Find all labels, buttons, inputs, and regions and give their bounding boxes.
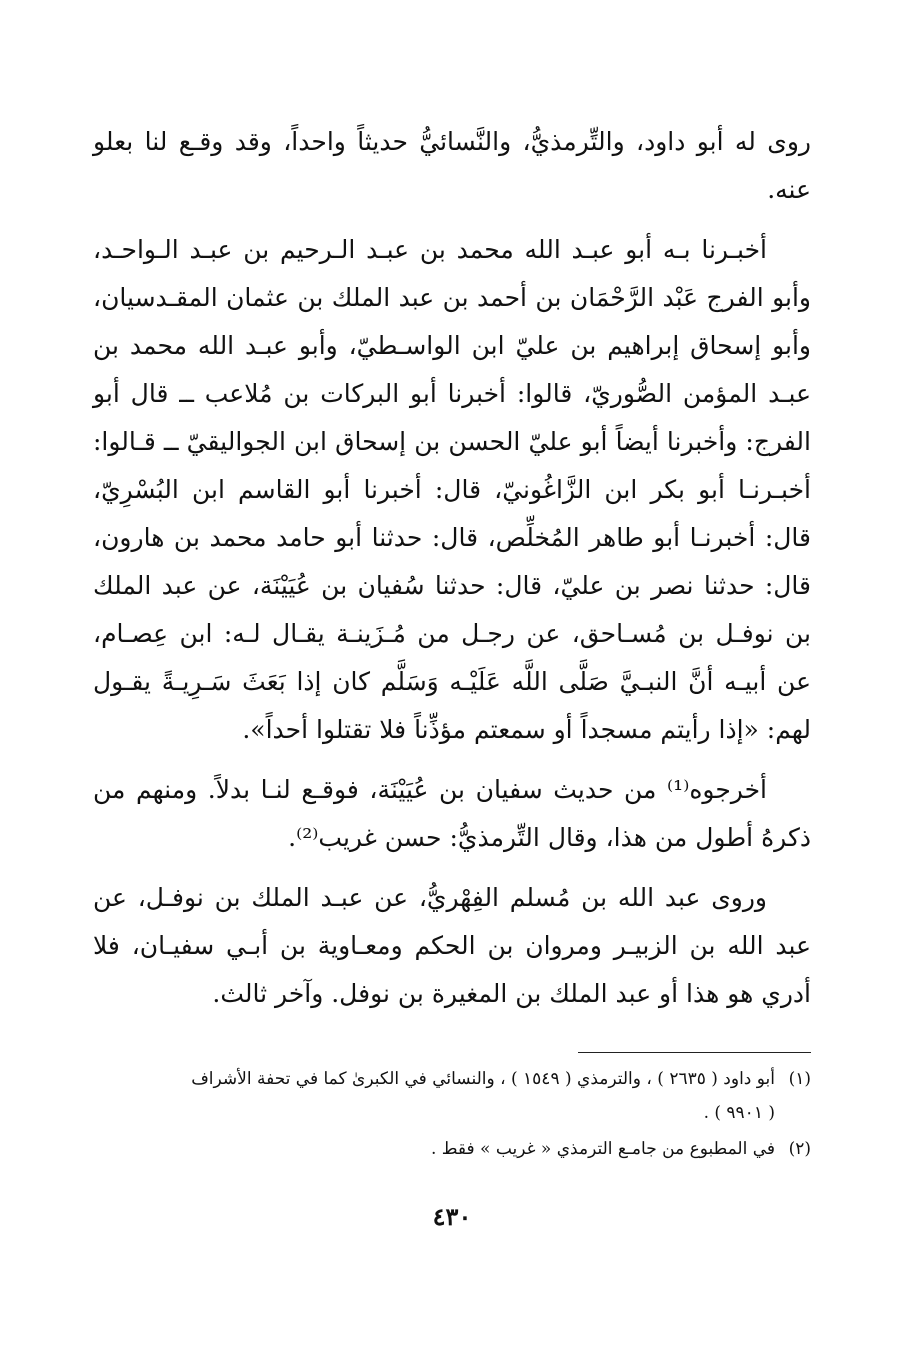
paragraph-narration-intro: روى له أبو داود، والتِّرمذيُّ، والنَّسائيُّ حديثاً واحداً، وقد وقـع لنا بعلو عنه.	[93, 127, 811, 204]
footnote-1	[93, 1062, 811, 1130]
footnote-2	[93, 1132, 811, 1166]
paragraph-takhrij: أخرجوه⁽¹⁾ من حديث سفيان بن عُيَيْنَة، فوقـع لنـا بدلاً. ومنهم من ذكرهُ أطول من هذا، وقال التِّرمذيُّ: حسن غريب⁽²⁾.	[93, 775, 811, 852]
page-number: ٤٣٠	[432, 1202, 472, 1231]
footnote-1-continuation: ( ٩٩٠١ ) .	[703, 1103, 775, 1123]
footnote-1-number: (١)	[788, 1069, 811, 1089]
footnote-2-number: (٢)	[788, 1139, 811, 1159]
footnote-1-text: أبو داود ( ٢٦٣٥ ) ، والترمذي ( ١٥٤٩ ) ، والنسائي في الكبرىٰ كما في تحفة الأشراف	[191, 1069, 775, 1089]
footnote-2-text: في المطبوع من جامـع الترمذي « غريب » فقط .	[430, 1139, 775, 1159]
footnote-divider	[578, 1052, 811, 1053]
paragraph-other-narration: وروى عبد الله بن مُسلم الفِهْريُّ، عن عبـد الملك بن نوفـل، عن عبد الله بن الزبيـر ومروان بن الحكم ومعـاوية بن أبـي سفيـان، فلا أدري هو هذا أو عبد الملك بن المغيرة بن نوفل. وآخر ثالث.	[93, 883, 811, 1008]
paragraph-isnad-hadith: أخبـرنا بـه أبو عبـد الله محمد بن عبـد الـرحيم بن عبـد الـواحـد، وأبو الفرج عَبْد الرَّحْمَان بن أحمد بن عبد الملك بن عثمان المقـدسيان، وأبو إسحاق إبراهيم بن عليّ ابن الواسـطيّ، وأبو عبـد الله محمد بن عبـد المؤمن الصُّوريّ، قالوا: أخبرنا أبو البركات بن مُلاعب ــ قال أبو الفرج: وأخبرنا أيضاً أبو عليّ الحسن بن إسحاق ابن الجواليقيّ ــ قـالوا: أخبـرنـا أبو بكر ابن الزَّاغُونيّ، قال: أخبرنا أبو القاسم ابن البُسْرِيّ، قال: أخبرنـا أبو طاهر المُخلِّص، قال: حدثنا أبو حامد محمد بن هارون، قال: حدثنا نصر بن عليّ، قال: حدثنا سُفيان بن عُيَيْنَة، عن عبد الملك بن نوفـل بن مُسـاحق، عن رجـل من مُـزَينـة يقـال لـه: ابن عِصـام، عن أبيـه أنَّ النبـيَّ صَلَّى اللَّه عَلَيْـه وَسَلَّم كان إذا بَعَثَ سَـرِيـةً يقـول لهم: «إذا رأيتم مسجداً أو سمعتم مؤذِّناً فلا تقتلوا أحداً».	[93, 235, 811, 744]
footnotes	[93, 1062, 811, 1168]
